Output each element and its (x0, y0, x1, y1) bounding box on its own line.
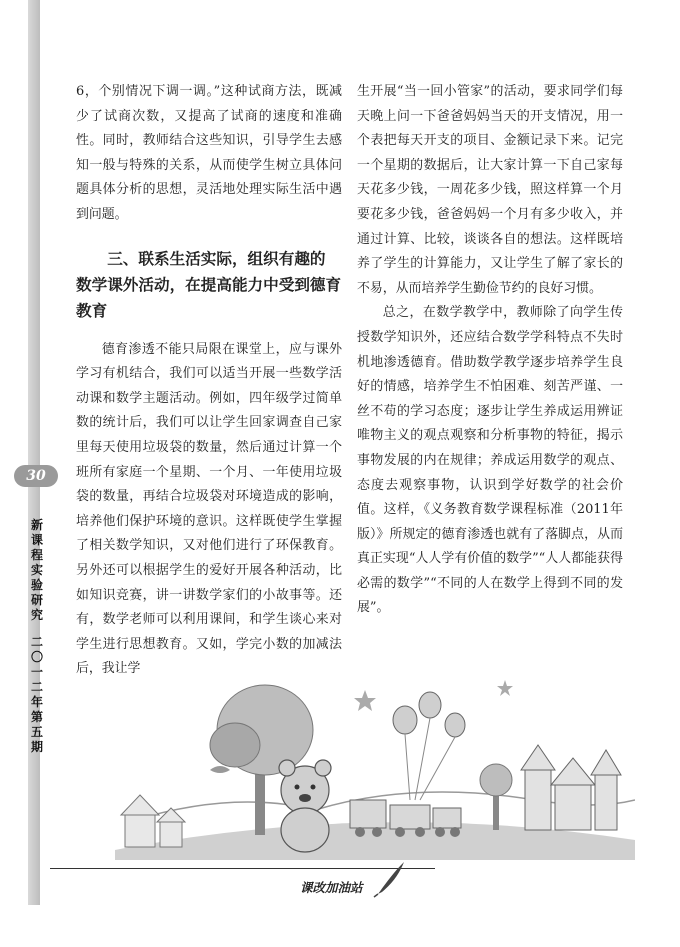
footer-column-name: 课改加油站 (300, 880, 363, 895)
right-paragraph-1: 生开展“当一回小管家”的活动，要求同学们每天晚上问一下爸爸妈妈当天的开支情况，用一个表把每天开支的项目、金额记录下来。记完一个星期的数据后，让大家计算一下自己家每天花多少钱，一周花多少钱，照这样算一个月要花多少钱，爸爸妈妈一个月有多少收入，并通过计算、比较，谈谈各自的想法。这样既培养了学生的计算能力，又让学生了解了家长的不易，从而培养学生勤俭节约的良好习惯。 (357, 84, 623, 296)
right-column (357, 80, 623, 621)
left-paragraph-1: 6，个别情况下调一调。”这种试商方法，既减少了试商次数，又提高了试商的速度和准确性。同时，教师结合这些知识，引导学生去感知一般与特殊的关系，从而使学生树立具体问题具体分析的思想，灵活地处理实际生活中遇到问题。 (76, 84, 342, 222)
quill-pen-icon (370, 858, 410, 898)
left-column (76, 80, 342, 682)
journal-title (28, 518, 46, 755)
left-paragraph-2: 德育渗透不能只局限在课堂上，应与课外学习有机结合，我们可以适当开展一些数学活动课和数学主题活动。例如，四年级学过简单数的统计后，我们可以让学生回家调查自己家里每天使用垃圾袋的数量，然后通过计算一个班所有家庭一个星期、一个月、一年使用垃圾袋的数量，再结合垃圾袋对环境造成的影响，培养他们保护环境的意识。这样既使学生掌握了相关数学知识，又对他们进行了环保教育。另外还可以根据学生的爱好开展各种活动，比如知识竞赛，讲一讲数学家们的小故事等。还有，数学老师可以利用课间，和学生谈心来对学生进行思想教育。又如，学完小数的加减法后，我让学 (76, 341, 342, 677)
section-heading-line-2: 数学课外活动，在提高能力中受到德育教育 (76, 275, 342, 320)
journal-name: 新课程实验研究 (30, 518, 43, 622)
section-heading (76, 246, 342, 324)
right-paragraph-2: 总之，在数学教学中，教师除了向学生传授数学知识外，还应结合数学学科特点不失时机地渗透德育。借助数学教学逐步培养学生良好的情感，培养学生不怕困难、刻苦严谨、一丝不苟的学习态度；逐步让学生养成运用辨证唯物主义的观点观察和分析事物的特征，揭示事物发展的内在规律；养成运用数学的观点、态度去观察事物，认识到学好数学的社会价值。这样，《义务教育数学课程标准（2011年版）》所规定的德育渗透也就有了落脚点，从而真正实现“人人学有价值的数学”“人人都能获得必需的数学”“不同的人在数学上得到不同的发展”。 (357, 305, 623, 616)
cartoon-illustration (115, 650, 635, 860)
sidebar-bar (28, 0, 40, 905)
section-heading-line-1: 三、联系生活实际，组织有趣的 (107, 249, 326, 268)
journal-issue: 二〇一二年 第五期 (30, 635, 43, 754)
page-number: 30 (14, 465, 58, 487)
